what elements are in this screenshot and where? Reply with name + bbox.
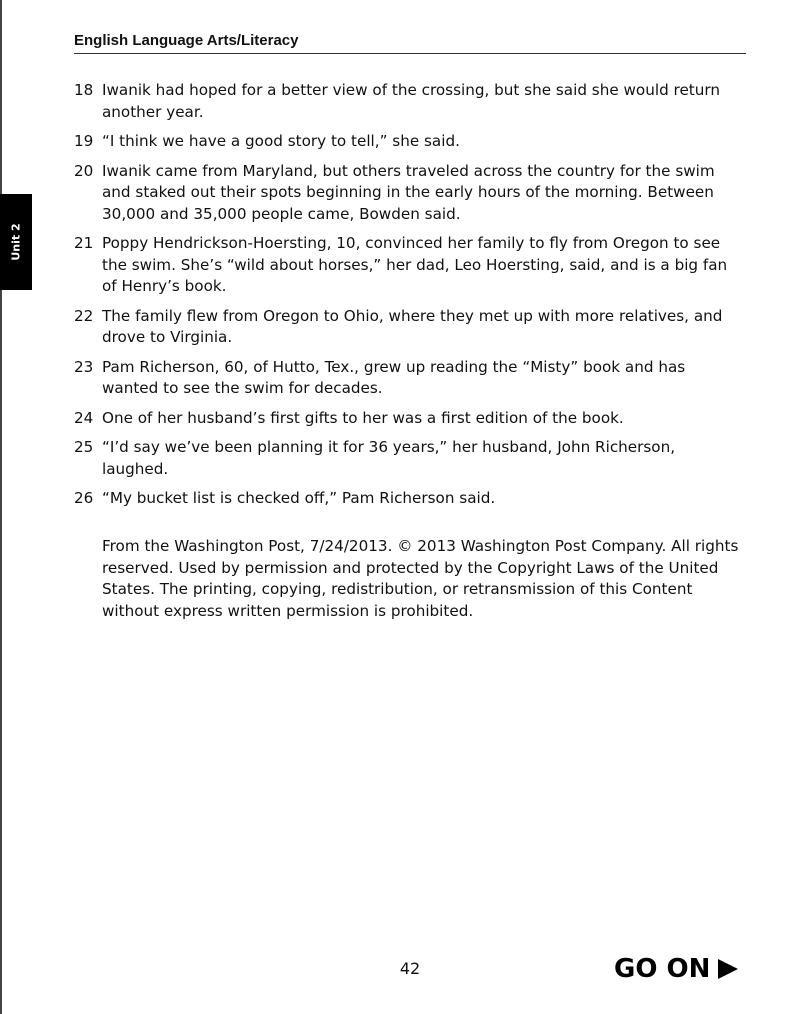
- go-on-indicator: [614, 954, 738, 984]
- play-arrow-icon: [718, 959, 738, 979]
- paragraph-text: “I’d say we’ve been planning it for 36 years,” her husband, John Richerson, laughed.: [102, 438, 676, 478]
- paragraph-23: [74, 357, 746, 400]
- paragraph-21: [74, 233, 746, 298]
- page-header-title: English Language Arts/Literacy: [74, 32, 299, 49]
- paragraph-text: Pam Richerson, 60, of Hutto, Tex., grew up reading the “Misty” book and has wanted to see the swim for decades.: [102, 357, 686, 397]
- paragraph-number: 18: [74, 81, 94, 99]
- paragraph-text: Poppy Hendrickson-Hoersting, 10, convinced her family to fly from Oregon to see the swim. She’s “wild about horses,” her dad, Leo Hoersting, said, and is a big fan of Henry’s book.: [102, 234, 728, 295]
- paragraph-26: [74, 488, 746, 510]
- paragraph-18: [74, 80, 746, 123]
- passage-paragraphs: [74, 80, 746, 518]
- paragraph-text: The family flew from Oregon to Ohio, where they met up with more relatives, and drove to Virginia.: [102, 306, 723, 346]
- page-number: 42: [399, 959, 421, 978]
- paragraph-number: 22: [74, 306, 94, 325]
- paragraph-text: Iwanik came from Maryland, but others traveled across the country for the swim and staked out their spots beginning in the early hours of the morning. Between 30,000 and 35,000 people came, Bowden said.: [102, 161, 715, 223]
- paragraph-number: 25: [74, 438, 94, 456]
- page-left-border: [0, 0, 2, 1014]
- paragraph-text: Iwanik had hoped for a better view of the crossing, but she said she would return another year.: [102, 81, 720, 121]
- paragraph-number: 23: [74, 357, 94, 376]
- paragraph-text: “I think we have a good story to tell,” she said.: [102, 132, 460, 150]
- paragraph-number: 24: [74, 408, 94, 427]
- unit-tab-label: Unit 2: [9, 223, 23, 261]
- source-citation: From the Washington Post, 7/24/2013. © 2013 Washington Post Company. All rights reserved. Used by permission and protected by the Copyright Laws of the United States. The printing, copying, redistribution, or retransmission of this Content without express written permission is prohibited.: [102, 537, 739, 620]
- paragraph-24: [74, 408, 746, 430]
- unit-side-tab: [0, 194, 32, 290]
- paragraph-number: 20: [74, 161, 94, 180]
- paragraph-19: [74, 131, 746, 153]
- go-on-label: GO ON: [614, 954, 711, 984]
- paragraph-number: 26: [74, 489, 94, 507]
- paragraph-22: [74, 306, 746, 349]
- paragraph-text: One of her husband’s first gifts to her was a first edition of the book.: [102, 408, 624, 427]
- paragraph-25: [74, 437, 746, 480]
- paragraph-number: 19: [74, 132, 94, 150]
- header-divider: [74, 53, 746, 54]
- paragraph-number: 21: [74, 234, 94, 252]
- paragraph-text: “My bucket list is checked off,” Pam Richerson said.: [102, 489, 496, 507]
- paragraph-20: [74, 161, 746, 226]
